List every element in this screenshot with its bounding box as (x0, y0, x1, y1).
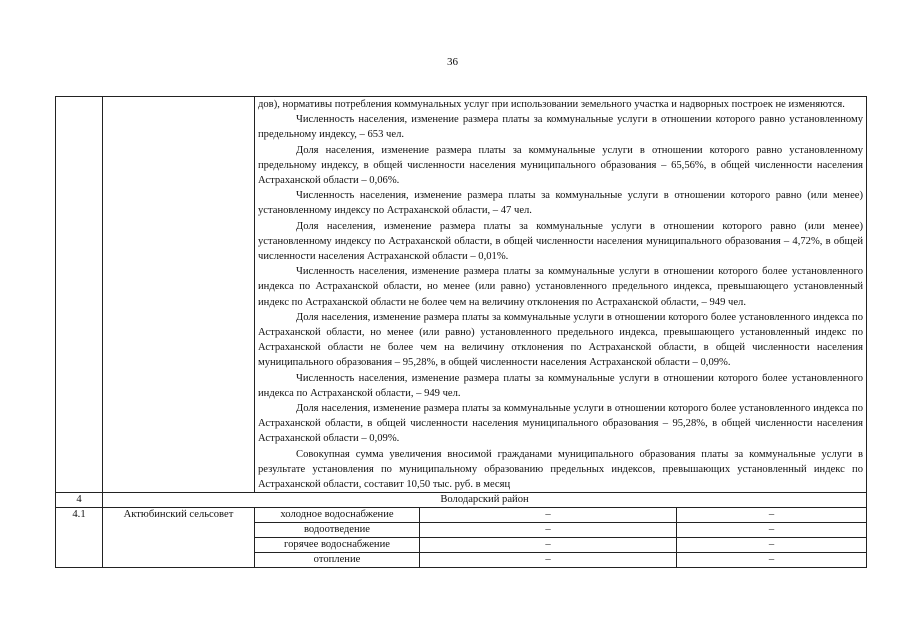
empty-number-cell (56, 97, 103, 493)
paragraph: дов), нормативы потребления коммунальных услуг при использовании земельного участка и надворных построек не изменяются. (258, 99, 845, 110)
utility-name: горячее водоснабжение (255, 538, 420, 553)
paragraph: Доля населения, изменение размера платы за коммунальные услуги в отношении которого более установленного индекса по Астраханской области, но менее (или равно) установленного предельного индекса, превышающего установленный индекс по Астраханской области не более чем на величину отклонения по Астраханской области, в общей численности населения муниципального образования – 95,28%, в общей численности населения Астраханской области – 0,09%. (258, 311, 864, 369)
utility-value: – (420, 553, 677, 568)
utility-value: – (420, 508, 677, 523)
page-number: 36 (447, 56, 458, 68)
settlement-number: 4.1 (56, 508, 103, 568)
paragraph: Численность населения, изменение размера платы за коммунальные услуги в отношении которого равно (или менее) установленному индексу по Астраханской области, – 47 чел. (258, 190, 864, 217)
utility-name: водоотведение (255, 523, 420, 538)
utility-value: – (677, 523, 867, 538)
empty-name-cell (103, 97, 255, 493)
utility-value: – (420, 538, 677, 553)
utility-value: – (420, 523, 677, 538)
utility-name: отопление (255, 553, 420, 568)
utility-value: – (677, 538, 867, 553)
paragraph: Численность населения, изменение размера платы за коммунальные услуги в отношении которого более установленного индекса по Астраханской области, – 949 чел. (258, 372, 864, 399)
paragraph: Доля населения, изменение размера платы за коммунальные услуги в отношении которого равно установленному предельному индексу, в общей численности населения муниципального образования – 65,56%, в общей численности населения Астраханской области – 0,06%. (258, 144, 864, 187)
continuation-row (56, 97, 867, 493)
utility-value: – (677, 508, 867, 523)
section-row (56, 493, 867, 508)
utility-row (56, 508, 867, 523)
section-title: Володарский район (103, 493, 867, 508)
paragraph: Доля населения, изменение размера платы за коммунальные услуги в отношении которого более установленного индекса по Астраханской области, в общей численности населения муниципального образования – 95,28%, в общей численности населения Астраханской области – 0,09%. (258, 403, 864, 445)
paragraph: Совокупная сумма увеличения вносимой гражданами муниципального образования платы за коммунальные услуги в результате установления по муниципальному образованию предельных индексов, превышающих установленный индекс по Астраханской области, составит 10,50 тыс. руб. в месяц (258, 448, 864, 491)
section-number: 4 (56, 493, 103, 508)
paragraph: Численность населения, изменение размера платы за коммунальные услуги в отношении которого равно установленному предельному индексу, – 653 чел. (258, 114, 864, 141)
utilities-table (55, 96, 867, 568)
paragraph: Численность населения, изменение размера платы за коммунальные услуги в отношении которого более установленного индекса по Астраханской области, но менее (или равно) установленного предельного индекса, превышающего установленный индекс по Астраханской области не более чем на величину отклонения по Астраханской области, – 949 чел. (258, 266, 864, 308)
utility-name: холодное водоснабжение (255, 508, 420, 523)
settlement-name: Актюбинский сельсовет (103, 508, 255, 568)
paragraph: Доля населения, изменение размера платы за коммунальные услуги в отношении которого равно (или менее) установленному индексу по Астраханской области, в общей численности населения муниципального образования – 4,72%, в общей численности населения Астраханской области – 0,01%. (258, 220, 864, 263)
utility-value: – (677, 553, 867, 568)
description-cell (255, 97, 867, 493)
